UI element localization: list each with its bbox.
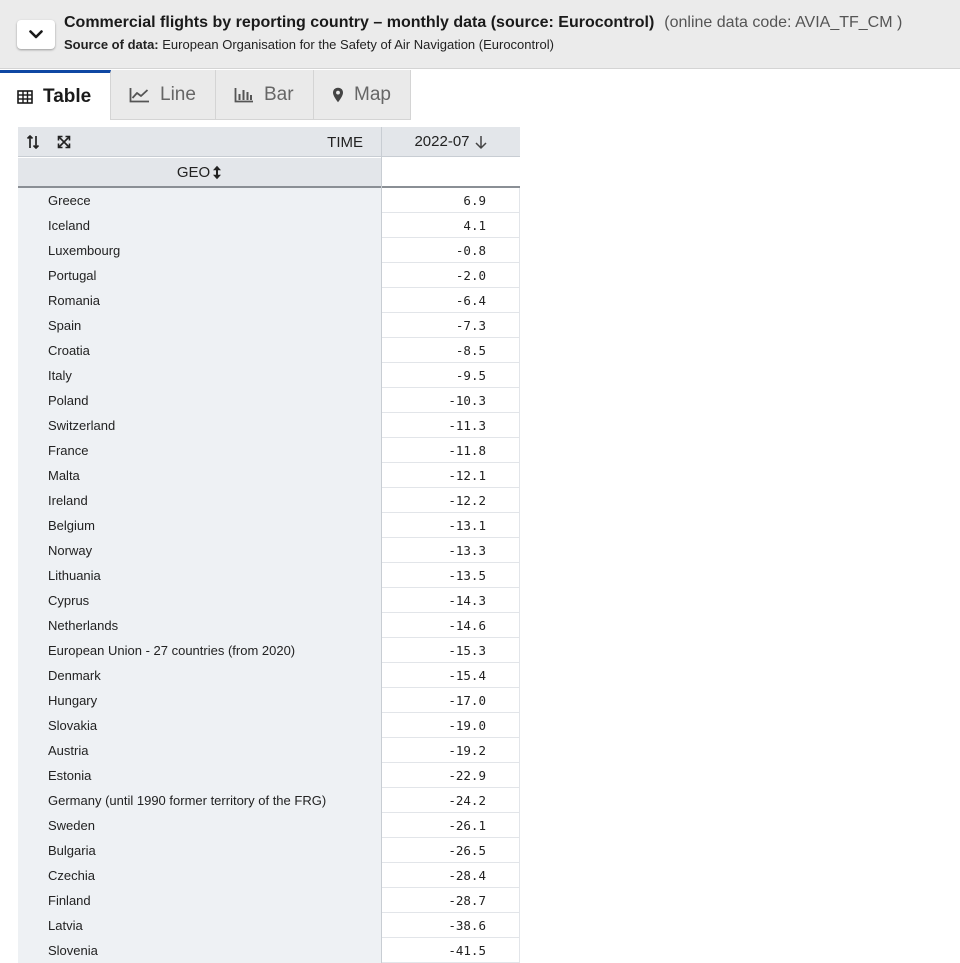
chevron-down-icon xyxy=(29,30,43,39)
geo-label-cell: Slovakia xyxy=(18,713,381,738)
table-row xyxy=(18,688,520,713)
geo-label-cell: Latvia xyxy=(18,913,381,938)
table-row xyxy=(18,863,520,888)
value-cell[interactable]: -22.9 xyxy=(382,763,520,788)
geo-label-cell: Cyprus xyxy=(18,588,381,613)
value-cell[interactable]: -11.3 xyxy=(382,413,520,438)
value-cell[interactable]: -24.2 xyxy=(382,788,520,813)
geo-label-cell: Estonia xyxy=(18,763,381,788)
table-row xyxy=(18,188,520,213)
value-cell[interactable]: -6.4 xyxy=(382,288,520,313)
dataset-header xyxy=(0,0,960,69)
geo-label-cell: Bulgaria xyxy=(18,838,381,863)
collapse-toggle-button[interactable] xyxy=(17,20,55,49)
table-row xyxy=(18,813,520,838)
dataset-title: Commercial flights by reporting country – monthly data (source: Eurocontrol) xyxy=(64,14,655,31)
table-row xyxy=(18,838,520,863)
table-row xyxy=(18,613,520,638)
value-cell[interactable]: -11.8 xyxy=(382,438,520,463)
table-row xyxy=(18,213,520,238)
source-label: Source of data: xyxy=(64,37,159,52)
value-cell[interactable]: -26.5 xyxy=(382,838,520,863)
table-row xyxy=(18,538,520,563)
table-row xyxy=(18,388,520,413)
tab-map-label: Map xyxy=(354,83,391,105)
table-row xyxy=(18,363,520,388)
value-cell[interactable]: -8.5 xyxy=(382,338,520,363)
geo-label-cell: Austria xyxy=(18,738,381,763)
geo-label-cell: Romania xyxy=(18,288,381,313)
bar-chart-icon xyxy=(234,87,254,103)
tab-table-label: Table xyxy=(43,85,92,107)
column-header-2022-07[interactable] xyxy=(382,127,520,157)
geo-label-cell: Croatia xyxy=(18,338,381,363)
geo-label-cell: Iceland xyxy=(18,213,381,238)
table-row xyxy=(18,288,520,313)
value-cell[interactable]: -9.5 xyxy=(382,363,520,388)
value-cell[interactable]: -28.7 xyxy=(382,888,520,913)
value-cell[interactable]: -7.3 xyxy=(382,313,520,338)
table-row xyxy=(18,488,520,513)
table-row xyxy=(18,513,520,538)
geo-label-cell: Netherlands xyxy=(18,613,381,638)
value-cell[interactable]: -15.4 xyxy=(382,663,520,688)
source-line xyxy=(64,37,554,52)
table-row xyxy=(18,463,520,488)
geo-label-cell: Portugal xyxy=(18,263,381,288)
value-cell[interactable]: -2.0 xyxy=(382,263,520,288)
value-cell[interactable]: -0.8 xyxy=(382,238,520,263)
geo-label-cell: Finland xyxy=(18,888,381,913)
table-row xyxy=(18,663,520,688)
value-cell[interactable]: -13.3 xyxy=(382,538,520,563)
value-cell[interactable]: 6.9 xyxy=(382,188,520,213)
column-header-label: 2022-07 xyxy=(414,133,470,150)
geo-label-cell: Greece xyxy=(18,188,381,213)
map-pin-icon xyxy=(332,87,344,103)
view-tabs xyxy=(0,70,960,120)
table-row xyxy=(18,413,520,438)
geo-label-cell: Belgium xyxy=(18,513,381,538)
tab-bar-label: Bar xyxy=(264,83,294,105)
table-row xyxy=(18,588,520,613)
value-cell[interactable]: -12.2 xyxy=(382,488,520,513)
sort-descending-icon[interactable] xyxy=(474,134,488,150)
table-row xyxy=(18,888,520,913)
table-row xyxy=(18,338,520,363)
geo-label-cell: Norway xyxy=(18,538,381,563)
value-cell[interactable]: 4.1 xyxy=(382,213,520,238)
tab-line[interactable] xyxy=(111,70,216,120)
geo-label-cell: Malta xyxy=(18,463,381,488)
table-row xyxy=(18,313,520,338)
table-icon xyxy=(17,90,33,104)
tab-bar[interactable] xyxy=(216,70,314,120)
table-row xyxy=(18,713,520,738)
geo-label-cell: Poland xyxy=(18,388,381,413)
value-cell[interactable]: -10.3 xyxy=(382,388,520,413)
swap-axes-icon[interactable] xyxy=(26,134,40,155)
geo-label-cell: Hungary xyxy=(18,688,381,713)
value-cell[interactable]: -19.0 xyxy=(382,713,520,738)
table-row xyxy=(18,938,520,963)
geo-label-cell: Sweden xyxy=(18,813,381,838)
time-dimension-label: TIME xyxy=(327,134,363,151)
value-cell[interactable]: -15.3 xyxy=(382,638,520,663)
value-cell[interactable]: -17.0 xyxy=(382,688,520,713)
geo-label-cell: Italy xyxy=(18,363,381,388)
value-cell[interactable]: -13.5 xyxy=(382,563,520,588)
table-row xyxy=(18,763,520,788)
table-row xyxy=(18,563,520,588)
geo-label-cell: Ireland xyxy=(18,488,381,513)
value-cell[interactable]: -28.4 xyxy=(382,863,520,888)
value-cell[interactable]: -38.6 xyxy=(382,913,520,938)
time-header-cell xyxy=(18,127,381,157)
line-chart-icon xyxy=(129,87,150,103)
geo-label-cell: Denmark xyxy=(18,663,381,688)
geo-label-cell: Czechia xyxy=(18,863,381,888)
geo-label-cell: Luxembourg xyxy=(18,238,381,263)
value-cell[interactable]: -14.6 xyxy=(382,613,520,638)
dataset-title-line xyxy=(64,14,902,32)
table-body xyxy=(18,188,520,963)
expand-icon[interactable] xyxy=(57,134,71,155)
geo-label-cell: Lithuania xyxy=(18,563,381,588)
value-cell[interactable]: -13.1 xyxy=(382,513,520,538)
tab-table[interactable] xyxy=(0,70,111,120)
value-cell[interactable]: -12.1 xyxy=(382,463,520,488)
table-row xyxy=(18,638,520,663)
dataset-code: (online data code: AVIA_TF_CM ) xyxy=(664,14,903,31)
geo-label-cell: France xyxy=(18,438,381,463)
value-cell[interactable]: -19.2 xyxy=(382,738,520,763)
table-row xyxy=(18,263,520,288)
geo-label-cell: Spain xyxy=(18,313,381,338)
geo-label-cell: Switzerland xyxy=(18,413,381,438)
value-cell[interactable]: -26.1 xyxy=(382,813,520,838)
geo-dimension-label: GEO xyxy=(176,163,211,181)
tab-map[interactable] xyxy=(314,70,411,120)
value-cell[interactable]: -14.3 xyxy=(382,588,520,613)
geo-label-cell: European Union - 27 countries (from 2020) xyxy=(18,638,381,663)
geo-label-cell: Slovenia xyxy=(18,938,381,963)
table-row xyxy=(18,438,520,463)
tab-line-label: Line xyxy=(160,83,196,105)
table-row xyxy=(18,913,520,938)
table-row xyxy=(18,238,520,263)
source-value: European Organisation for the Safety of Air Navigation (Eurocontrol) xyxy=(162,37,554,52)
sort-toggle-icon[interactable] xyxy=(212,165,222,180)
geo-header-blank xyxy=(382,158,520,188)
table-row xyxy=(18,788,520,813)
table-row xyxy=(18,738,520,763)
value-cell[interactable]: -41.5 xyxy=(382,938,520,963)
geo-label-cell: Germany (until 1990 former territory of the FRG) xyxy=(18,788,381,813)
geo-header-cell[interactable] xyxy=(18,158,381,188)
